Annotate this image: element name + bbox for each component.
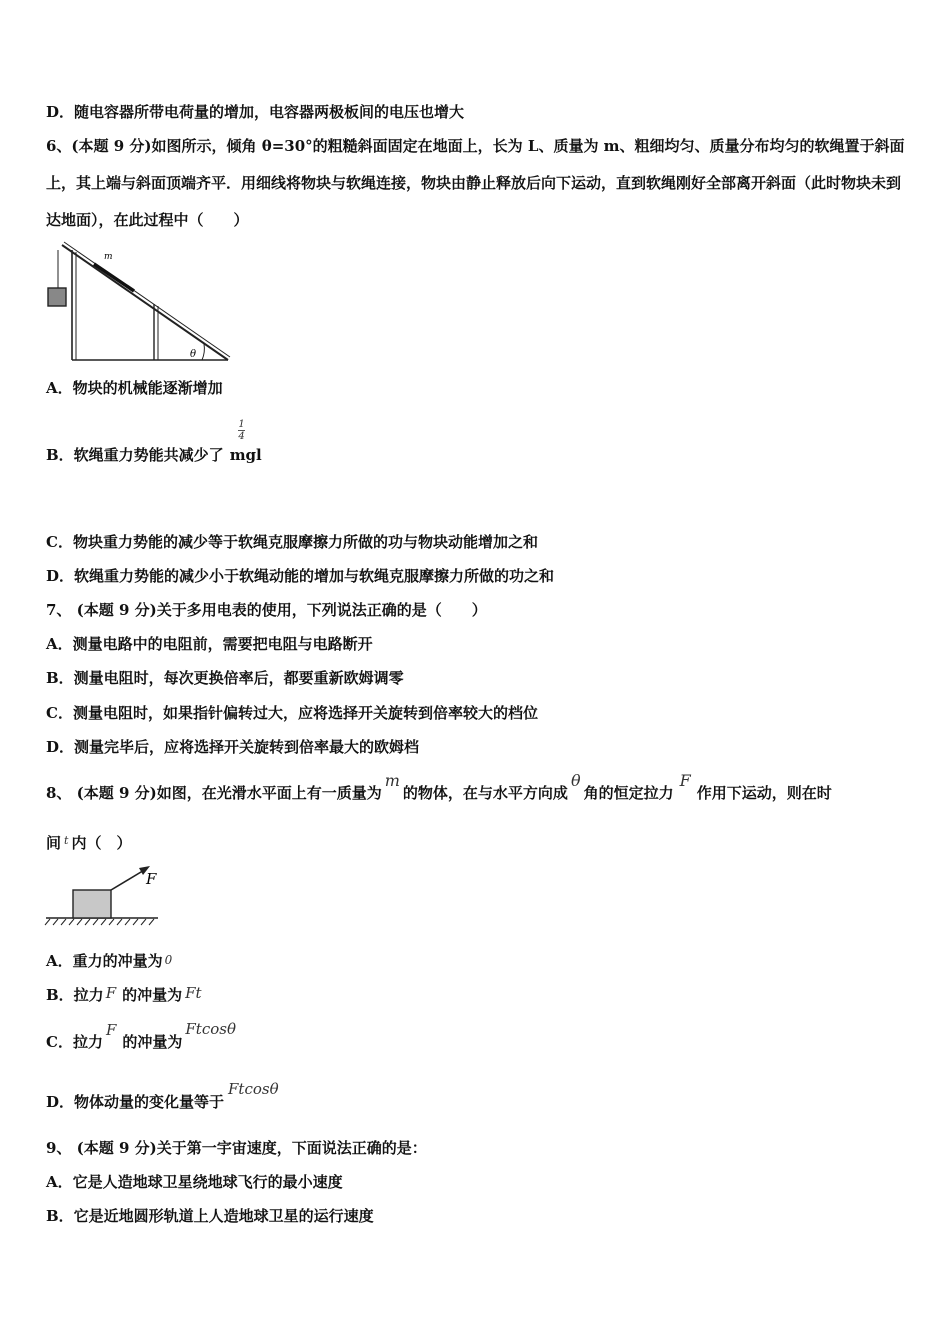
pulled-block (73, 890, 111, 918)
q8-option-b (46, 985, 202, 1005)
q8-option-a-text: A．重力的冲量为 (46, 952, 163, 970)
q8-option-d (46, 1080, 279, 1112)
figure-label-f: F (146, 870, 157, 888)
q8-stem-part3: 角的恒定拉力 (583, 784, 674, 802)
q8-option-b-value: Ft (185, 984, 202, 1002)
fraction-denominator: 4 (238, 431, 245, 442)
q6-option-c: C．物块重力势能的减少等于软绳克服摩擦力所做的功与物块动能增加之和 (46, 533, 538, 551)
question-8-stem-line1 (46, 771, 832, 803)
question-6-stem: 6、(本题 9 分)如图所示，倾角 θ=30°的粗糙斜面固定在地面上，长为 L、质量为 m、粗细均匀、质量分布均匀的软绳置于斜面上，其上端与斜面顶端齐平．用细线将物块与软绳连接，物块由静止释放后向下运动，直到软绳刚好全部离开斜面（此时物块未到达地面），在此过程中（ ） (46, 137, 905, 229)
q8-stem-part1: 8、 (本题 9 分)如图，在光滑水平面上有一质量为 (46, 784, 382, 802)
option-d-prev: D．随电容器所带电荷量的增加，电容器两极板间的电压也增大 (46, 103, 465, 121)
question-8-stem-line2 (46, 833, 131, 855)
fraction-numerator: 1 (238, 419, 245, 430)
q6-option-b-unit: mgl (229, 446, 262, 464)
q8-var-theta: θ (570, 771, 581, 790)
question-9-stem: 9、 (本题 9 分)关于第一宇宙速度，下面说法正确的是： (46, 1139, 427, 1157)
q8-option-c-value: Ftcosθ (185, 1020, 236, 1038)
q8-stem-part2: 的物体，在与水平方向成 (402, 784, 568, 802)
q7-option-b: B．测量电阻时，每次更换倍率后，都要重新欧姆调零 (46, 669, 404, 687)
q8-option-c-text: C．拉力 (46, 1033, 103, 1051)
figure-label-theta: θ (190, 349, 197, 360)
q6-option-b-fraction (238, 419, 245, 442)
q8-option-d-text: D．物体动量的变化量等于 (46, 1093, 225, 1111)
q7-option-d: D．测量完毕后，应将选择开关旋转到倍率最大的欧姆档 (46, 738, 420, 756)
q7-option-a: A．测量电路中的电阻前，需要把电阻与电路断开 (46, 635, 373, 653)
block-force-figure (44, 860, 169, 928)
q8-option-b-mid: 的冲量为 (122, 986, 183, 1004)
q6-option-b (46, 445, 262, 465)
q8-stem-part4: 作用下运动，则在时 (696, 784, 832, 802)
hanging-block (48, 288, 66, 306)
incline-figure (44, 240, 234, 365)
q8-option-a-value: 0 (164, 953, 173, 967)
q6-option-b-text: B．软绳重力势能共减少了 (46, 446, 224, 464)
q8-var-m: m (384, 771, 400, 790)
q8-option-c-mid: 的冲量为 (122, 1033, 183, 1051)
q8-var-f: F (679, 771, 691, 790)
q8-option-a (46, 951, 172, 972)
q6-option-a: A．物块的机械能逐渐增加 (46, 379, 223, 397)
figure-label-m: m (104, 252, 113, 262)
q8-option-b-f: F (105, 984, 117, 1002)
q8-var-t: t (64, 834, 69, 847)
q9-option-b: B．它是近地圆形轨道上人造地球卫星的运行速度 (46, 1207, 374, 1225)
q8-stem-part6: 内（ ） (71, 834, 132, 852)
q8-option-d-value: Ftcosθ (228, 1080, 279, 1098)
q8-option-c-f: F (105, 1021, 117, 1039)
q8-option-b-text: B．拉力 (46, 986, 104, 1004)
q8-stem-part5: 间 (46, 834, 62, 852)
q9-option-a: A．它是人造地球卫星绕地球飞行的最小速度 (46, 1173, 343, 1191)
question-7-stem: 7、 (本题 9 分)关于多用电表的使用，下列说法正确的是（ ） (46, 601, 487, 619)
q7-option-c: C．测量电阻时，如果指针偏转过大，应将选择开关旋转到倍率较大的档位 (46, 704, 538, 722)
q8-option-c (46, 1020, 236, 1052)
q6-option-d: D．软绳重力势能的减少小于软绳动能的增加与软绳克服摩擦力所做的功之和 (46, 567, 555, 585)
